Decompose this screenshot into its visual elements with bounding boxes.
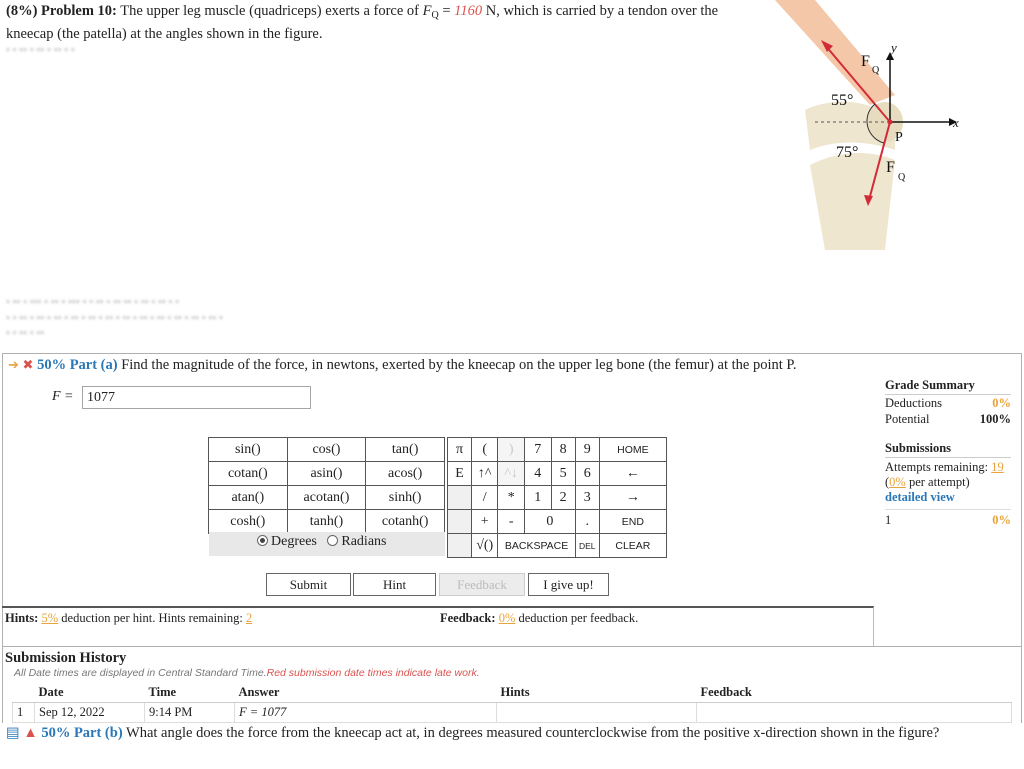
plus-key[interactable]: + <box>472 510 498 534</box>
function-keypad <box>208 437 445 534</box>
obscured-text-line: ▪ ▪ ▪▪ ▪ ▪▪ <box>6 327 45 339</box>
history-title: Submission History <box>5 650 127 666</box>
clear-key[interactable]: CLEAR <box>599 534 666 558</box>
attempts-value: 19 <box>991 460 1004 474</box>
e-key[interactable]: E <box>448 462 472 486</box>
detailed-view-link[interactable]: detailed view <box>885 490 955 504</box>
home-key[interactable]: HOME <box>599 438 666 462</box>
feedback-header: Feedback <box>697 683 1012 703</box>
row-index: 1 <box>13 703 35 723</box>
row-feedback <box>697 703 1012 723</box>
give-up-button[interactable]: I give up! <box>528 573 609 596</box>
cotan-key[interactable]: cotan() <box>209 462 288 486</box>
knee-figure <box>745 0 1024 250</box>
feedback-info <box>440 611 638 626</box>
right-arrow-key[interactable]: → <box>599 486 666 510</box>
tibia-shape <box>810 153 895 250</box>
angle-top-label: 55° <box>831 92 854 109</box>
part-b-title <box>6 724 1016 742</box>
problem-statement <box>6 2 726 44</box>
deductions-value: 0% <box>992 396 1011 410</box>
equals-sign: = <box>438 3 455 19</box>
point-p-label: P <box>895 130 903 145</box>
quadriceps-shape <box>775 0 895 105</box>
digit-1-key[interactable]: 1 <box>524 486 551 510</box>
grade-summary <box>885 378 1011 528</box>
force-lower-label: F <box>886 159 895 176</box>
dot-key[interactable]: . <box>575 510 599 534</box>
digit-3-key[interactable]: 3 <box>575 486 599 510</box>
problem-text-after: N, which is carried by a tendon over the kneecap (the patella) at the angles shown in the figure. <box>6 3 719 42</box>
attempt-row <box>885 509 1011 528</box>
force-subscript: Q <box>431 10 439 21</box>
index-header <box>13 683 35 703</box>
knee-diagram <box>745 0 1024 250</box>
y-axis-label: y <box>891 40 897 55</box>
grade-summary-title: Grade Summary <box>885 378 1011 395</box>
blank-key <box>448 534 472 558</box>
submissions-title: Submissions <box>885 441 1011 458</box>
force-upper-sub: Q <box>872 65 880 76</box>
x-axis-label: x <box>953 115 959 130</box>
angle-bottom-label: 75° <box>836 144 859 161</box>
problem-text-before: The upper leg muscle (quadriceps) exerts a force of <box>120 3 423 19</box>
blank-key <box>448 510 472 534</box>
row-date: Sep 12, 2022 <box>35 703 145 723</box>
deductions-label: Deductions <box>885 396 942 410</box>
multiply-key[interactable]: * <box>498 486 525 510</box>
answer-header: Answer <box>235 683 497 703</box>
power-down-key[interactable]: ^↓ <box>498 462 525 486</box>
potential-label: Potential <box>885 412 930 426</box>
power-up-key[interactable]: ↑^ <box>472 462 498 486</box>
hint-button[interactable]: Hint <box>353 573 436 596</box>
pi-key[interactable]: π <box>448 438 472 462</box>
sinh-key[interactable]: sinh() <box>366 486 445 510</box>
obscured-text-line: ▪ ▪ ▪▪ ▪ ▪▪ ▪ ▪▪ ▪ ▪ <box>6 44 75 56</box>
incorrect-icon: ✖ <box>22 357 34 372</box>
degrees-radio[interactable] <box>257 535 268 546</box>
per-attempt-open: ( <box>885 475 890 489</box>
cosh-key[interactable]: cosh() <box>209 510 288 534</box>
cos-key[interactable]: cos() <box>287 438 366 462</box>
tan-key[interactable]: tan() <box>366 438 445 462</box>
submission-history <box>2 646 1022 724</box>
asin-key[interactable]: asin() <box>287 462 366 486</box>
atan-key[interactable]: atan() <box>209 486 288 510</box>
attempt-score: 0% <box>992 513 1011 527</box>
problem-number: Problem 10: <box>41 3 117 19</box>
history-note <box>14 667 1022 679</box>
degrees-label: Degrees <box>271 534 317 549</box>
force-lower-sub: Q <box>898 172 906 183</box>
deductions-row <box>885 395 1011 411</box>
arrow-icon: ➔ <box>8 357 19 372</box>
left-arrow-key[interactable]: ← <box>599 462 666 486</box>
hints-remaining: 2 <box>245 611 253 625</box>
time-header: Time <box>145 683 235 703</box>
potential-row <box>885 411 1011 427</box>
expand-icon[interactable]: ▤ <box>6 725 20 741</box>
potential-value: 100% <box>979 412 1011 426</box>
hints-percent: 5% <box>41 611 59 625</box>
digit-4-key[interactable]: 4 <box>524 462 551 486</box>
row-hints <box>497 703 697 723</box>
problem-weight: (8%) <box>6 3 38 19</box>
answer-label: F = <box>52 389 74 404</box>
digit-9-key[interactable]: 9 <box>575 438 599 462</box>
hints-label: Hints: <box>5 611 39 625</box>
attempts-label: Attempts remaining: <box>885 460 989 474</box>
backspace-key[interactable]: BACKSPACE <box>498 534 575 558</box>
minus-key[interactable]: - <box>498 510 525 534</box>
part-b-question: What angle does the force from the kneecap act at, in degrees measured counterclockwise from the positive x-direction shown in the figure? <box>126 725 940 741</box>
warning-icon: ▲ <box>23 725 38 741</box>
force-upper-label: F <box>861 53 870 70</box>
del-key[interactable]: DEL <box>575 534 599 558</box>
tanh-key[interactable]: tanh() <box>287 510 366 534</box>
feedback-text: deduction per feedback. <box>518 611 639 625</box>
rparen-key[interactable]: ) <box>498 438 525 462</box>
point-p-dot <box>888 120 893 125</box>
obscured-text-line: ▪ ▪ ▪▪ ▪ ▪▪ ▪ ▪▪ ▪ ▪▪ ▪ ▪▪ ▪ ▪▪ ▪ ▪▪ ▪ ▪▪ ▪ ▪▪ ▪ ▪▪ ▪ ▪▪ ▪ ▪▪ ▪ <box>6 312 223 324</box>
per-attempt-value: 0% <box>889 475 906 489</box>
lparen-key[interactable]: ( <box>472 438 498 462</box>
history-note-red: Red submission date times indicate late work. <box>266 667 480 679</box>
history-header-row <box>13 683 1012 703</box>
feedback-percent: 0% <box>498 611 516 625</box>
part-a-question: Find the magnitude of the force, in newtons, exerted by the kneecap on the upper leg bone (the femur) at the point P. <box>121 357 797 373</box>
force-symbol: F <box>422 3 432 19</box>
feedback-button[interactable]: Feedback <box>439 573 525 596</box>
date-header: Date <box>35 683 145 703</box>
digit-0-key[interactable]: 0 <box>524 510 575 534</box>
acos-key[interactable]: acos() <box>366 462 445 486</box>
history-note-text: All Date times are displayed in Central Standard Time. <box>14 667 267 679</box>
hints-info <box>5 611 252 626</box>
row-answer: F = 1077 <box>235 703 497 723</box>
end-key[interactable]: END <box>599 510 666 534</box>
acotan-key[interactable]: acotan() <box>287 486 366 510</box>
digit-5-key[interactable]: 5 <box>551 462 575 486</box>
part-a-percent: 50% <box>37 357 67 373</box>
feedback-label: Feedback: <box>440 611 496 625</box>
history-table <box>12 683 1012 723</box>
part-a-label: Part (a) <box>69 357 118 373</box>
blank-key <box>448 486 472 510</box>
hints-header: Hints <box>497 683 697 703</box>
force-value: 1160 <box>454 3 483 19</box>
radians-radio[interactable] <box>327 535 338 546</box>
sqrt-key[interactable]: √() <box>472 534 498 558</box>
attempt-number: 1 <box>885 513 892 527</box>
cotanh-key[interactable]: cotanh() <box>366 510 445 534</box>
divide-key[interactable]: / <box>472 486 498 510</box>
digit-2-key[interactable]: 2 <box>551 486 575 510</box>
part-a-title <box>8 357 796 374</box>
digit-8-key[interactable]: 8 <box>551 438 575 462</box>
digit-7-key[interactable]: 7 <box>524 438 551 462</box>
answer-input[interactable] <box>82 386 311 409</box>
per-attempt-text: per attempt) <box>908 475 970 489</box>
numeric-keypad <box>447 437 667 558</box>
part-b-label: Part (b) <box>73 725 123 741</box>
sin-key[interactable]: sin() <box>209 438 288 462</box>
part-b-percent: 50% <box>41 725 71 741</box>
submit-button[interactable]: Submit <box>266 573 351 596</box>
row-time: 9:14 PM <box>145 703 235 723</box>
digit-6-key[interactable]: 6 <box>575 462 599 486</box>
obscured-text-line: ▪ ▪▪ ▪ ▪▪▪ ▪ ▪▪ ▪ ▪▪▪ ▪ ▪ ▪▪ ▪ ▪▪ ▪▪ ▪ ▪▪ ▪ ▪▪ ▪ ▪ <box>6 296 180 308</box>
hints-text: deduction per hint. Hints remaining: <box>61 611 243 625</box>
attempts-info <box>885 460 1011 505</box>
radians-label: Radians <box>341 534 387 549</box>
angle-mode-row <box>209 532 445 556</box>
table-row <box>13 703 1012 723</box>
